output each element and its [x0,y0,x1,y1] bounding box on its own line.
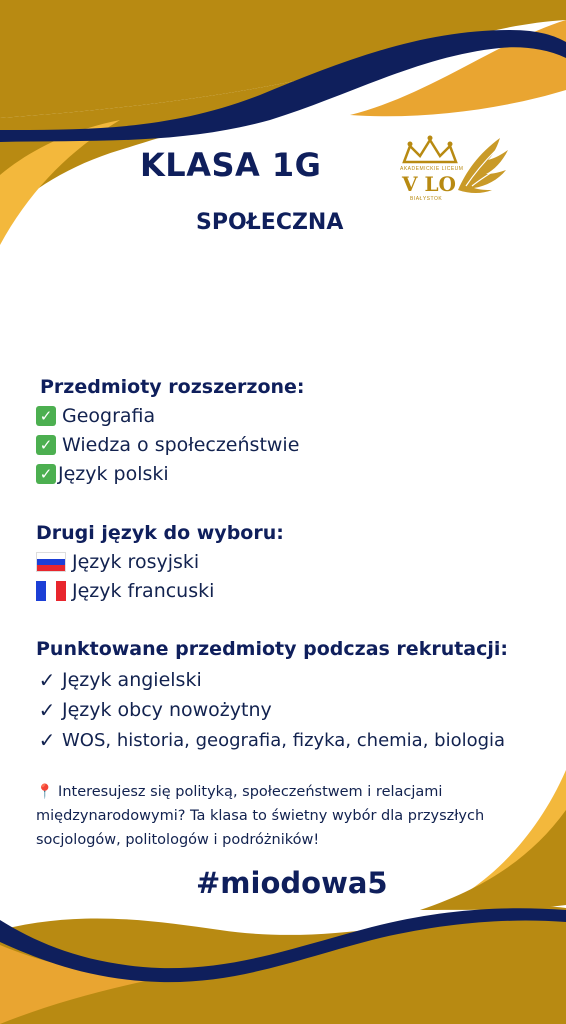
recruitment-subjects-heading: Punktowane przedmioty podczas rekrutacji: [36,638,509,660]
page-subtitle: SPOŁECZNA [196,210,344,235]
recruitment-subject-item [36,668,202,692]
language-label: Język francuski [72,580,215,602]
extended-subject-item [36,463,169,485]
extended-subject-item [36,434,299,456]
green-check-icon: ✓ [36,406,56,426]
info-paragraph [36,780,536,852]
checkmark-icon: ✓ [38,728,56,752]
logo-city: BIAŁYSTOK [410,196,443,202]
info-text: Interesujesz się polityką, społeczeństwem i relacjami międzynarodowymi? Ta klasa to świetny wybór dla przyszłych socjologów, politologów i podróżników! [36,784,485,848]
language-label: Język rosyjski [72,551,200,573]
checkmark-icon: ✓ [38,698,56,722]
language-item [36,580,214,602]
green-check-icon: ✓ [36,464,56,484]
page-title: KLASA 1G [140,146,322,184]
recruitment-subject-item [36,728,505,752]
recruitment-subject-label: Język angielski [62,669,202,691]
school-logo [396,132,512,204]
recruitment-subject-label: Język obcy nowożytny [62,699,272,721]
extended-subject-item [36,405,155,427]
hashtag: #miodowa5 [196,866,388,900]
recruitment-subject-label: WOS, historia, geografia, fizyka, chemia, biologia [62,729,506,751]
recruitment-subject-item [36,698,272,722]
second-language-heading: Drugi język do wyboru: [36,522,284,544]
logo-tagline: AKADEMICKIE LICEUM [400,166,464,172]
france-flag-icon [36,581,66,601]
extended-subjects-heading: Przedmioty rozszerzone: [40,376,305,398]
pin-icon: 📍 [36,784,54,800]
green-check-icon: ✓ [36,435,56,455]
extended-subject-label: Geografia [62,405,156,427]
extended-subject-label: Język polski [58,463,169,485]
russia-flag-icon [36,552,66,572]
extended-subject-label: Wiedza o społeczeństwie [62,434,300,456]
checkmark-icon: ✓ [38,668,56,692]
language-item [36,551,199,573]
logo-school-name: V LO [402,172,456,196]
